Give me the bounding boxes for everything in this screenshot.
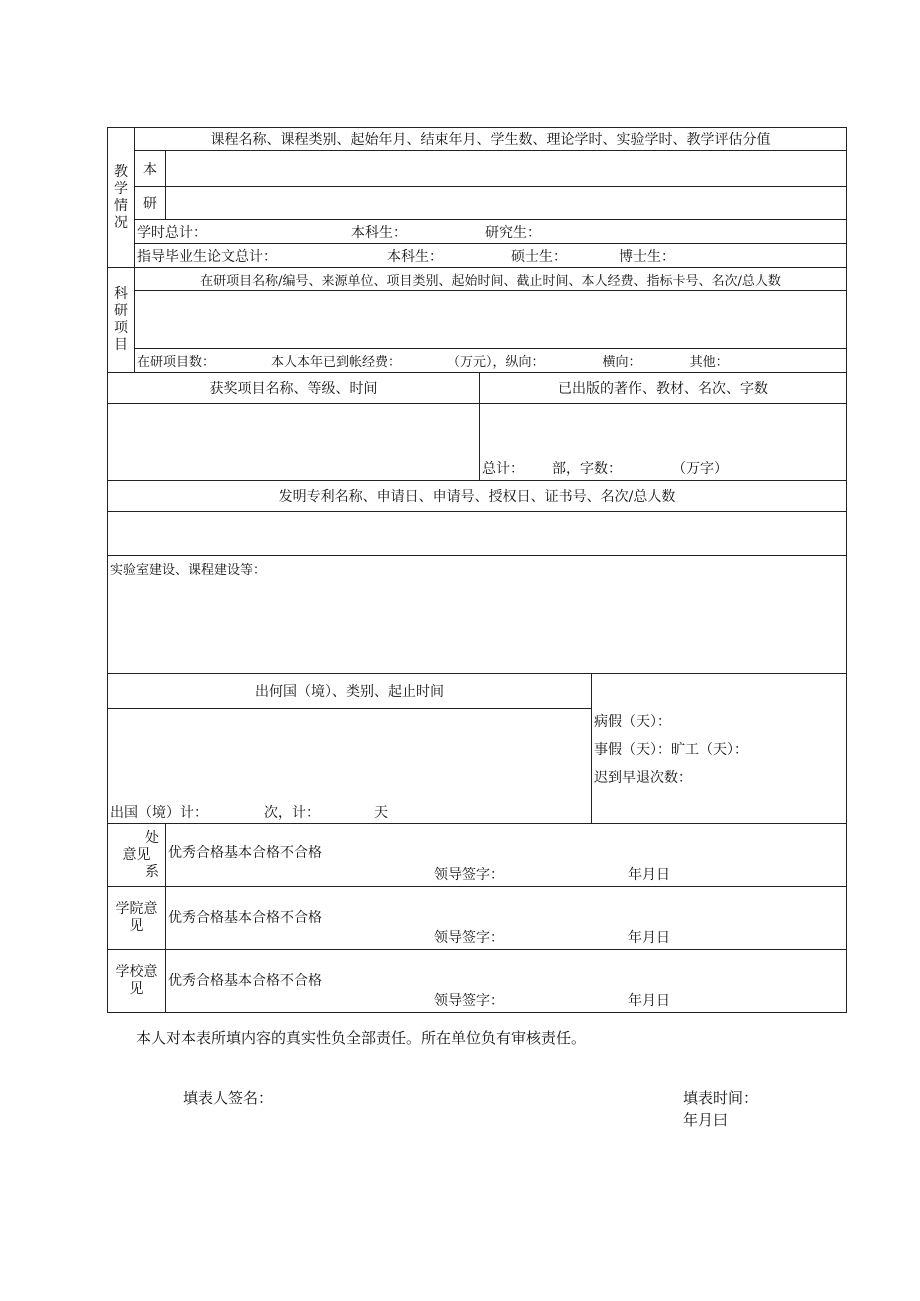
teaching-row-undergrad-field[interactable] [166,151,847,187]
hours-undergrad-label: 本科生： [351,224,407,241]
teaching-row-grad-field[interactable] [166,187,847,220]
leave-field[interactable] [592,674,847,824]
books-field[interactable] [480,404,847,481]
dept-opinion-options[interactable]: 优秀合格基本合格不合格 [168,845,322,861]
research-projects-field[interactable] [135,291,847,349]
hours-grad-label: 研究生： [485,224,541,241]
abroad-total-label: 出国（境）计： [110,805,208,821]
college-opinion-field[interactable] [166,887,847,950]
college-opinion-options[interactable]: 优秀合格基本合格不合格 [168,910,322,926]
research-summary-row[interactable] [135,349,847,373]
books-header: 已出版的著作、教材、名次、字数 [480,373,847,404]
school-opinion-options[interactable]: 优秀合格基本合格不合格 [168,973,322,989]
teaching-header: 课程名称、课程类别、起始年月、结束年月、学生数、理论学时、实验学时、教学评估分值 [135,128,847,151]
teaching-row-undergrad-label: 本 [135,151,166,187]
fill-time-label: 填表时间： [683,1089,759,1107]
school-leader-sign: 领导签字： [434,993,504,1009]
school-opinion-label: 学校意 见 [108,950,166,1013]
college-leader-sign: 领导签字： [434,930,504,946]
teaching-section-label: 教 学 情 况 [108,128,135,268]
dept-leader-sign: 领导签字： [434,867,504,883]
abroad-days-label: 天 [374,805,388,821]
abroad-times-label: 次，计： [264,805,320,821]
research-unit-label: （万元），纵向： [447,355,545,370]
dept-opinion-label: 处 意见 系 [108,824,166,887]
hours-total-label: 学时总计： [137,224,207,241]
awards-field[interactable] [108,404,480,481]
books-words-label: （万字） [672,461,728,477]
school-date: 年月日 [628,993,670,1009]
responsibility-statement: 本人对本表所填内容的真实性负全部责任。所在单位负有审核责任。 [136,1029,587,1047]
research-section-label: 科 研 项 目 [108,268,135,373]
research-count-label: 在研项目数： [137,355,216,370]
college-date: 年月日 [628,930,670,946]
teaching-row-grad-label: 研 [135,187,166,220]
fill-time-block[interactable] [683,1087,758,1131]
research-other-label: 其他： [689,355,729,370]
dept-opinion-field[interactable] [166,824,847,887]
school-opinion-field[interactable] [166,950,847,1013]
signer-label[interactable]: 填表人签名： [183,1089,274,1107]
thesis-phd-label: 博士生： [619,248,675,265]
patent-header: 发明专利名称、申请日、申请号、授权日、证书号、名次/总人数 [108,481,847,512]
college-opinion-label: 学院意 见 [108,887,166,950]
patent-field[interactable] [108,512,847,556]
form-table [107,127,847,1013]
books-unit-label: 部，字数： [552,461,622,477]
hours-total-row[interactable] [135,220,847,244]
awards-header: 获奖项目名称、等级、时间 [108,373,480,404]
late-count-label: 迟到早退次数： [594,770,692,786]
fill-date-label: 年月曰 [683,1111,729,1129]
abroad-field[interactable] [108,709,592,824]
thesis-total-row[interactable] [135,244,847,268]
lab-field[interactable] [108,556,847,674]
dept-date: 年月日 [628,867,670,883]
research-funds-label: 本人本年已到帐经费： [271,355,402,370]
research-horizontal-label: 横向： [602,355,642,370]
evaluation-form [107,127,846,1013]
lab-label: 实验室建设、课程建设等： [110,563,267,578]
thesis-master-label: 硕士生： [511,248,567,265]
personal-leave-label: 事假（天）：旷工（天）： [594,742,748,758]
thesis-undergrad-label: 本科生： [387,248,443,265]
research-header: 在研项目名称/编号、来源单位、项目类别、起始时间、截止时间、本人经费、指标卡号、名次/总人数 [135,268,847,291]
abroad-header: 出何国（境）、类别、起止时间 [108,674,592,709]
thesis-total-label: 指导毕业生论文总计： [137,248,277,265]
books-total-label: 总计： [482,461,524,477]
sick-leave-label: 病假（天）： [594,714,671,730]
